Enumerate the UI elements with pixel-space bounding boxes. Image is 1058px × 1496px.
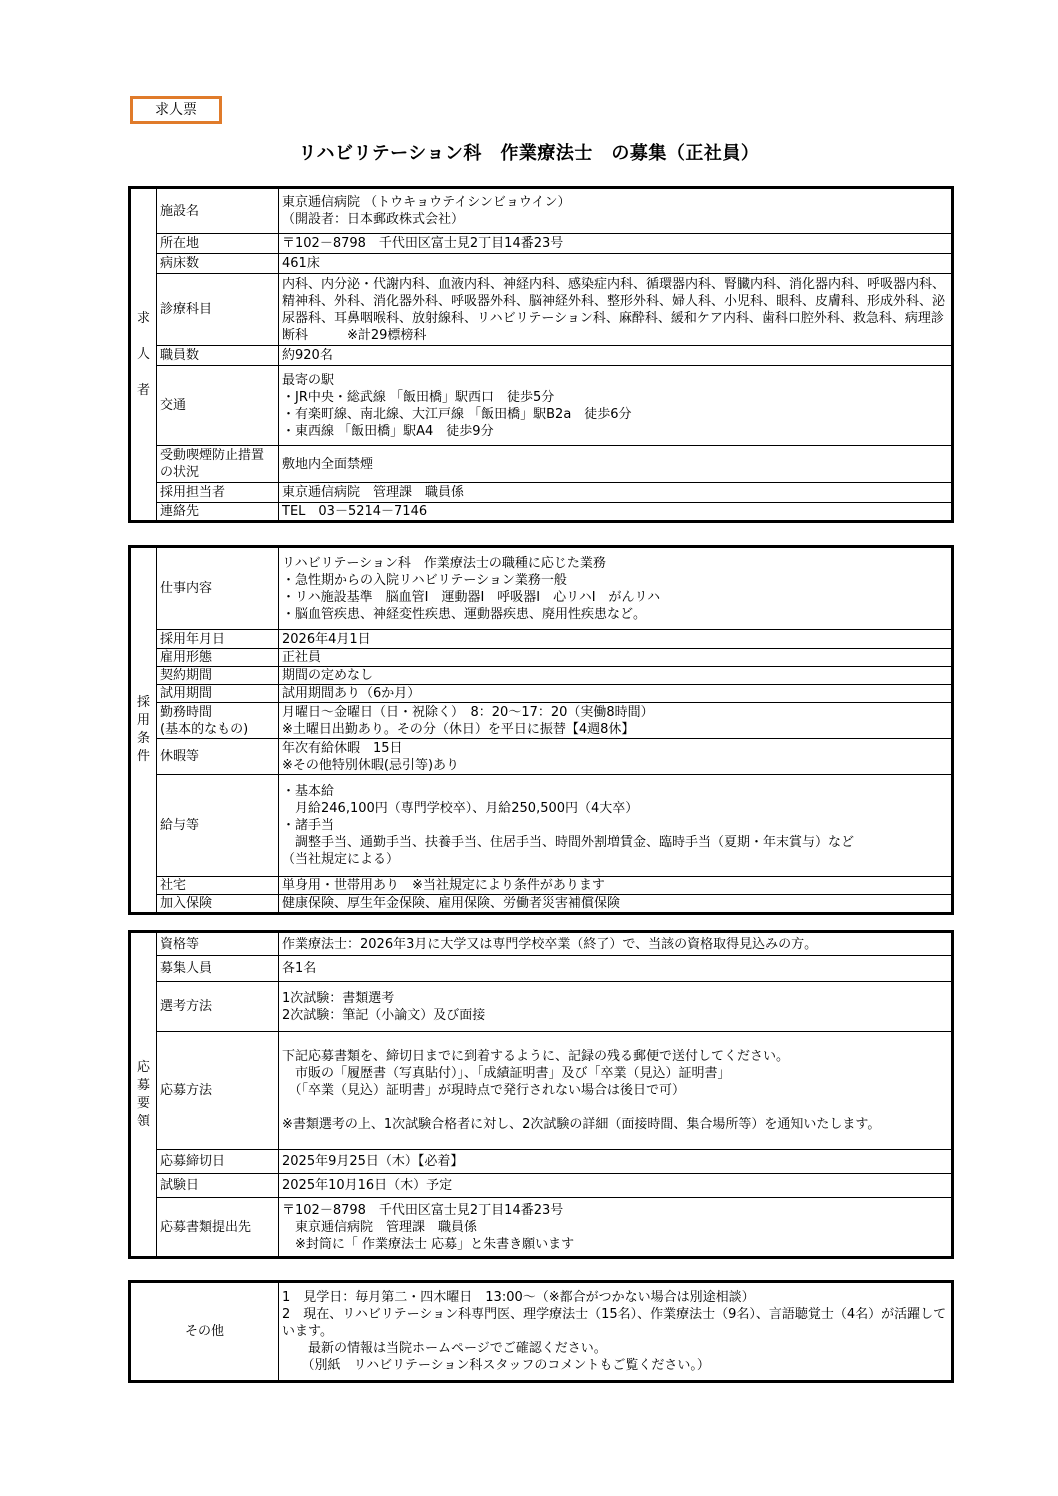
other-info-section (128, 1280, 954, 1383)
section-side-label: 求人者 (130, 188, 157, 522)
row-label: 採用年月日 (157, 630, 279, 649)
section-side-label: 採用条件 (130, 547, 157, 914)
row-label: 社宅 (157, 877, 279, 895)
row-value: 健康保険、厚生年金保険、雇用保険、労働者災害補償保険 (279, 895, 953, 914)
table-row (130, 547, 953, 630)
row-label: 雇用形態 (157, 649, 279, 667)
table-row (130, 366, 953, 446)
table-row (130, 877, 953, 895)
table-row (130, 503, 953, 522)
table-row (130, 254, 953, 274)
row-label: 応募方法 (157, 1032, 279, 1150)
page-title: リハビリテーション科 作業療法士 の募集（正社員） (298, 143, 760, 164)
row-value: 〒102－8798 千代田区富士見2丁目14番23号 東京逓信病院 管理課 職員係 ※封筒に「 作業療法士 応募」と朱書き願います (279, 1198, 953, 1258)
row-value: 1次試験：書類選考 2次試験：筆記（小論文）及び面接 (279, 982, 953, 1032)
row-value: 東京逓信病院 管理課 職員係 (279, 483, 953, 503)
table-row (130, 274, 953, 346)
table-row (130, 234, 953, 254)
row-value: 期間の定めなし (279, 667, 953, 685)
row-label: 休暇等 (157, 739, 279, 775)
row-label: 募集人員 (157, 956, 279, 982)
row-label: 資格等 (157, 932, 279, 956)
table-row (130, 739, 953, 775)
row-label: 病床数 (157, 254, 279, 274)
row-label: 仕事内容 (157, 547, 279, 630)
table-row (130, 1032, 953, 1150)
application-guidelines-section (128, 930, 954, 1259)
row-label: 施設名 (157, 188, 279, 234)
row-label: その他 (130, 1282, 279, 1382)
row-label: 診療科目 (157, 274, 279, 346)
row-value: 461床 (279, 254, 953, 274)
table-row (130, 1282, 953, 1382)
table-row (130, 775, 953, 877)
row-value: 約920名 (279, 346, 953, 366)
row-value: 月曜日～金曜日（日・祝除く） 8：20～17：20（実働8時間） ※土曜日出勤あり。その分（休日）を平日に振替【4週8休】 (279, 703, 953, 739)
table-row (130, 1174, 953, 1198)
table-row (130, 1150, 953, 1174)
row-value: 各1名 (279, 956, 953, 982)
section-side-label: 応募要領 (130, 932, 157, 1258)
row-value: 単身用・世帯用あり ※当社規定により条件があります (279, 877, 953, 895)
row-label: 応募書類提出先 (157, 1198, 279, 1258)
row-value: TEL 03－5214－7146 (279, 503, 953, 522)
row-value: 敷地内全面禁煙 (279, 446, 953, 483)
document-type-badge: 求人票 (130, 96, 222, 124)
table-row (130, 667, 953, 685)
row-value: 東京逓信病院 （トウキョウテイシンビョウイン） （開設者：日本郵政株式会社） (279, 188, 953, 234)
table-row (130, 895, 953, 914)
table-row (130, 649, 953, 667)
row-value: 1 見学日：毎月第二・四木曜日 13:00～（※都合がつかない場合は別途相談） 2 現在、リハビリテーション科専門医、理学療法士（15名）、作業療法士（9名）、言語聴覚士（4名）が活躍しています。 最新の情報は当院ホームページでご確認ください。 （別紙 リハビリテーション科スタッフのコメントもご覧ください。） (279, 1282, 953, 1382)
row-label: 交通 (157, 366, 279, 446)
row-value: ・基本給 月給246,100円（専門学校卒）、月給250,500円（4大卒） ・諸手当 調整手当、通勤手当、扶養手当、住居手当、時間外割増賃金、臨時手当（夏期・年末賞与）など （当社規定による） (279, 775, 953, 877)
table-row (130, 630, 953, 649)
row-value: 最寄の駅 ・JR中央・総武線 「飯田橋」駅西口 徒歩5分 ・有楽町線、南北線、大江戸線 「飯田橋」駅B2a 徒歩6分 ・東西線 「飯田橋」駅A4 徒歩9分 (279, 366, 953, 446)
row-value: 正社員 (279, 649, 953, 667)
table-row (130, 346, 953, 366)
row-label: 選考方法 (157, 982, 279, 1032)
employer-section (128, 186, 954, 523)
row-value: 作業療法士：2026年3月に大学又は専門学校卒業（終了）で、当該の資格取得見込みの方。 (279, 932, 953, 956)
row-label: 契約期間 (157, 667, 279, 685)
row-label: 勤務時間 (基本的なもの) (157, 703, 279, 739)
row-value: リハビリテーション科 作業療法士の職種に応じた業務 ・急性期からの入院リハビリテーション業務一般 ・リハ施設基準 脳血管Ⅰ 運動器Ⅰ 呼吸器Ⅰ 心リハⅠ がんリハ ・脳血管疾患、神経変性疾患、運動器疾患、廃用性疾患など。 (279, 547, 953, 630)
table-row (130, 188, 953, 234)
table-row (130, 685, 953, 703)
row-value: 2026年4月1日 (279, 630, 953, 649)
table-row (130, 703, 953, 739)
row-label: 試験日 (157, 1174, 279, 1198)
table-row (130, 1198, 953, 1258)
row-label: 試用期間 (157, 685, 279, 703)
row-value: 年次有給休暇 15日 ※その他特別休暇(忌引等)あり (279, 739, 953, 775)
row-value: 下記応募書類を、締切日までに到着するように、記録の残る郵便で送付してください。 市販の「履歴書（写真貼付）」、「成績証明書」及び「卒業（見込）証明書」 （「卒業（見込）証明書」が現時点で発行されない場合は後日で可） ※書類選考の上、1次試験合格者に対し、2次試験の詳細（面接時間、集合場所等）を通知いたします。 (279, 1032, 953, 1150)
row-value: 内科、内分泌・代謝内科、血液内科、神経内科、感染症内科、循環器内科、腎臓内科、消化器内科、呼吸器内科、精神科、外科、消化器外科、呼吸器外科、脳神経外科、整形外科、婦人科、小児科、眼科、皮膚科、形成外科、泌尿器科、耳鼻咽喉科、放射線科、リハビリテーション科、麻酔科、緩和ケア内科、歯科口腔外科、救急科、病理診断科 ※計29標榜科 (279, 274, 953, 346)
row-value: 試用期間あり（6か月） (279, 685, 953, 703)
table-row (130, 446, 953, 483)
row-value: 2025年9月25日（木）【必着】 (279, 1150, 953, 1174)
row-label: 所在地 (157, 234, 279, 254)
table-row (130, 483, 953, 503)
table-row (130, 982, 953, 1032)
table-row (130, 956, 953, 982)
table-row (130, 932, 953, 956)
row-label: 加入保険 (157, 895, 279, 914)
row-label: 連絡先 (157, 503, 279, 522)
row-label: 採用担当者 (157, 483, 279, 503)
row-value: 2025年10月16日（木）予定 (279, 1174, 953, 1198)
row-label: 応募締切日 (157, 1150, 279, 1174)
employment-conditions-section (128, 545, 954, 915)
row-label: 給与等 (157, 775, 279, 877)
row-label: 受動喫煙防止措置の状況 (157, 446, 279, 483)
row-value: 〒102－8798 千代田区富士見2丁目14番23号 (279, 234, 953, 254)
row-label: 職員数 (157, 346, 279, 366)
